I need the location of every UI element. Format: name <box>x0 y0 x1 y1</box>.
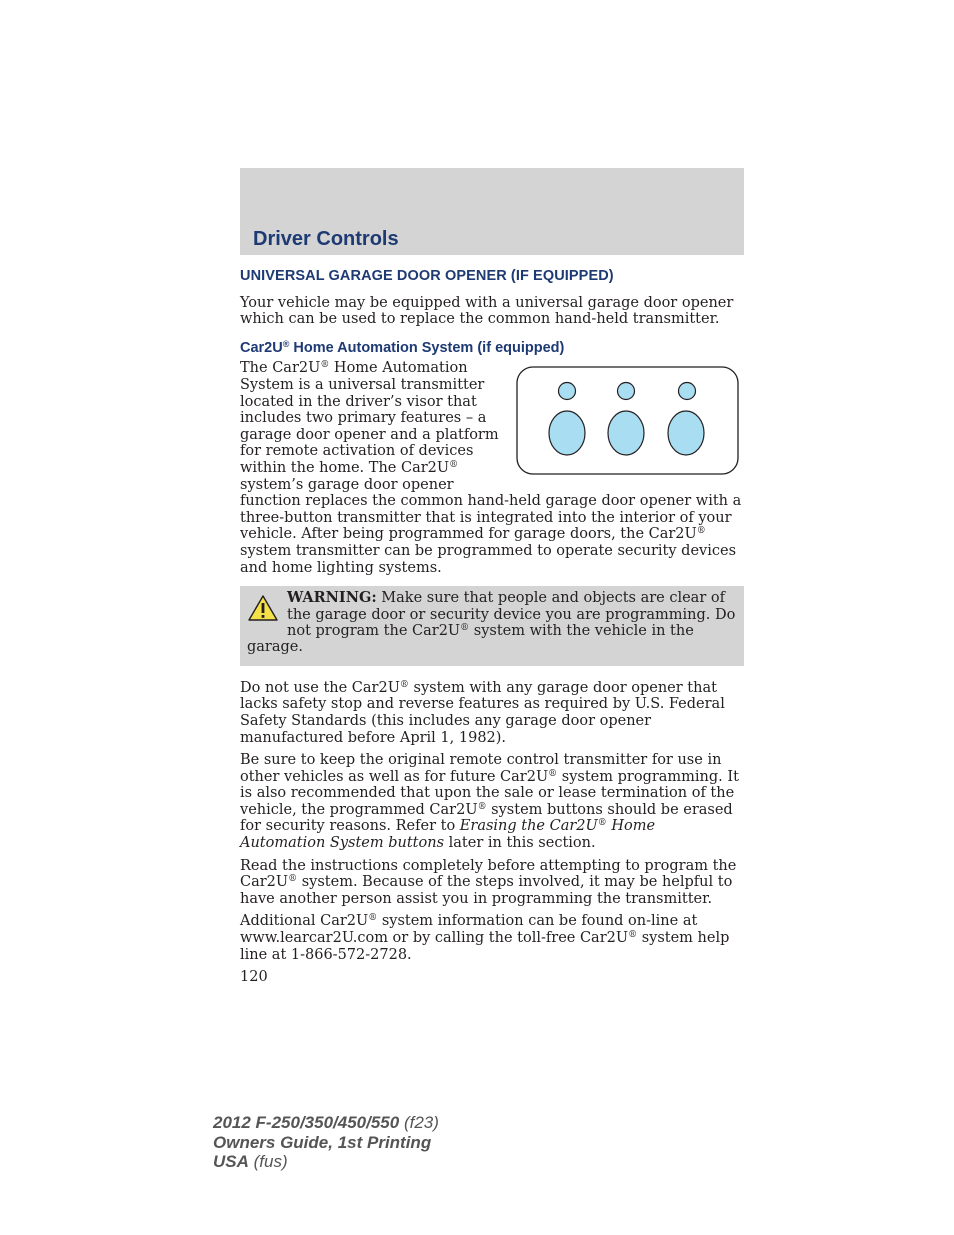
footer-region-line: USA (fus) <box>213 1152 288 1171</box>
cross-reference: Erasing the Car2U® Home Automation System buttons <box>240 818 656 852</box>
transmitter-button-3 <box>668 411 704 455</box>
paragraph-read-instructions: Read the instructions completely before attempting to program the Car2U® system. Because of the steps involved, it may be helpful to have another person assist you in programming the transmitter. <box>240 857 737 907</box>
description-paragraph: The Car2U® Home Automation System is a universal transmitter located in the driver’s visor that includes two primary features – a garage door opener and a platform for remote activation of devices within the home. The Car2U® system’s garage door opener function replaces the common hand-held garage door opener with a three-button transmitter that is integrated into the interior of your vehicle. After being programmed for garage doors, the Car2U® system transmitter can be programmed to operate security devices and home lighting systems. <box>240 360 742 576</box>
page-content <box>240 263 744 986</box>
description-block <box>240 360 744 576</box>
transmitter-button-1 <box>549 411 585 455</box>
article-heading: UNIVERSAL GARAGE DOOR OPENER (IF EQUIPPED) <box>240 268 614 284</box>
warning-label: WARNING: <box>287 589 377 607</box>
warning-text: Make sure that people and objects are clear of the garage door or security device you are programming. Do not program the Car2U <box>287 590 736 639</box>
indicator-light-1 <box>559 383 576 400</box>
paragraph-federal-standards: Do not use the Car2U® system with any garage door opener that lacks safety stop and reverse features as required by U.S. Federal Safety Standards (this includes any garage door opener manufactured before April 1, 1982). <box>240 679 725 746</box>
footer-printing-line: Owners Guide, 1st Printing <box>213 1132 432 1152</box>
article-subheading: Car2U® Home Automation System (if equipped) <box>240 338 565 356</box>
section-title: Driver Controls <box>253 228 399 250</box>
paragraph-keep-transmitter: Be sure to keep the original remote control transmitter for use in other vehicles as well as for future Car2U® system programming. It is also recommended that upon the sale or lease termination of the vehicle, the programmed Car2U® system buttons should be erased for security reasons. Refer to Erasing the Car2U® Home Automation System buttons later in this section. <box>240 752 739 852</box>
section-header-band <box>240 168 744 255</box>
warning-triangle-icon <box>247 594 279 622</box>
footer-model-line: 2012 F-250/350/450/550 (f23) <box>213 1113 439 1132</box>
transmitter-diagram <box>516 366 740 482</box>
indicator-light-2 <box>618 383 635 400</box>
page-number: 120 <box>240 969 268 986</box>
indicator-light-3 <box>679 383 696 400</box>
transmitter-button-2 <box>608 411 644 455</box>
warning-box: WARNING: Make sure that people and objects are clear of the garage door or security device you are programming. Do not program the Car2U® system with the vehicle in the garage. <box>240 586 744 666</box>
document-footer <box>213 1113 439 1172</box>
intro-paragraph: Your vehicle may be equipped with a universal garage door opener which can be used to replace the common hand-held transmitter. <box>240 294 734 328</box>
paragraph-additional-info: Additional Car2U® system information can be found on-line at www.learcar2U.com or by calling the toll-free Car2U® system help line at 1-866-572-2728. <box>240 913 730 963</box>
